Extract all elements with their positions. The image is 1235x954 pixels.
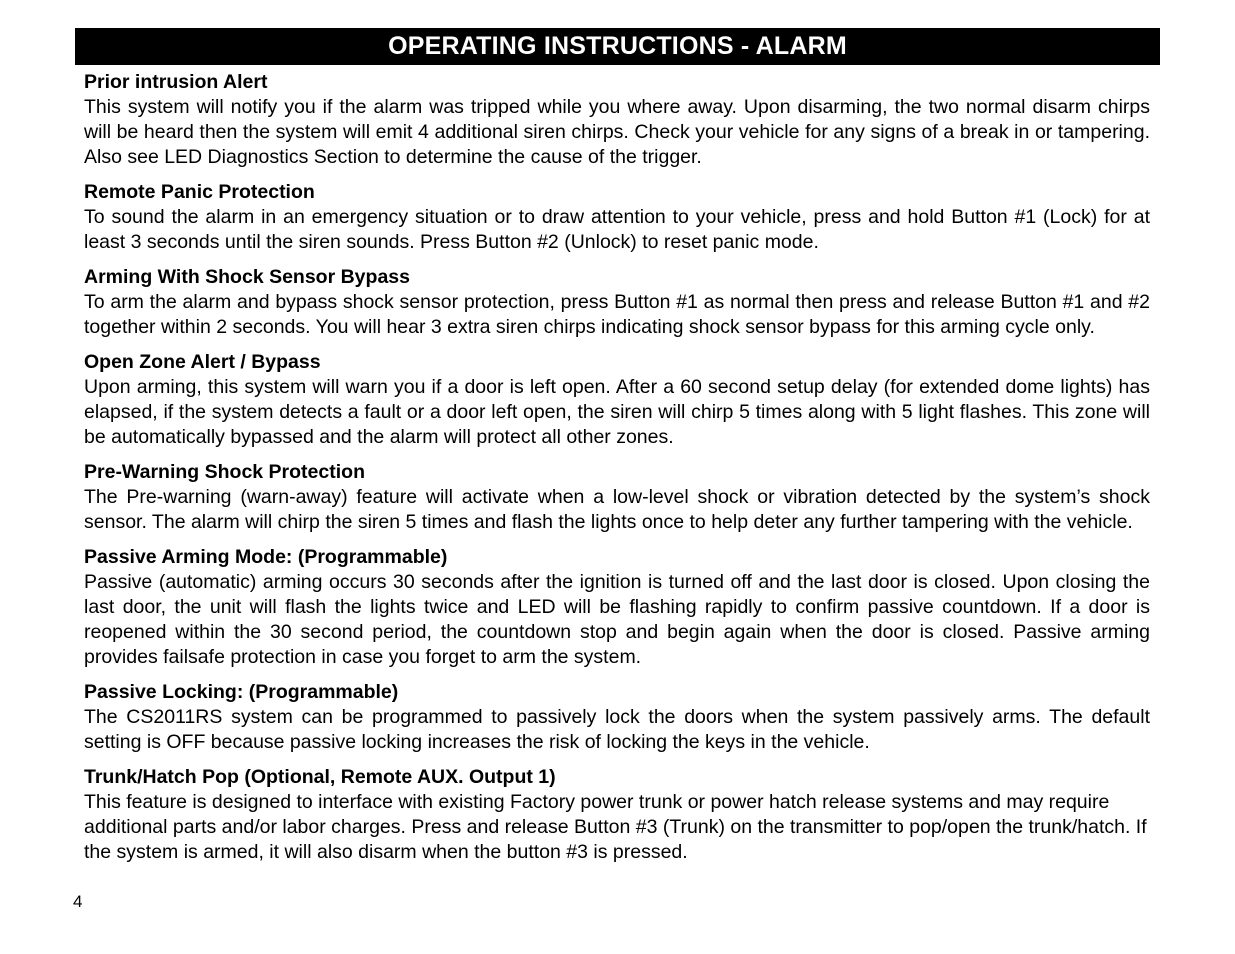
section-remote-panic-protection [84, 180, 1150, 255]
section-passive-arming-mode [84, 545, 1150, 670]
section-heading: Prior intrusion Alert [84, 71, 268, 93]
section-body: This feature is designed to interface with existing Factory power trunk or power hatch release systems and may require additional parts and/or labor charges. Press and release Button #3 (Trunk) on the transmitter to pop/open the trunk/hatch. If the system is armed, it will also disarm when the button #3 is pressed. [84, 791, 1147, 863]
section-body: The CS2011RS system can be programmed to passively lock the doors when the system passively arms. The default setting is OFF because passive locking increases the risk of locking the keys in the vehicle. [84, 706, 1150, 753]
section-body: Passive (automatic) arming occurs 30 seconds after the ignition is turned off and the last door is closed. Upon closing the last door, the unit will flash the lights twice and LED will be flashing rapidly to confirm passive countdown. If a door is reopened within the 30 second period, the countdown stop and begin again when the door is closed. Passive arming provides failsafe protection in case you forget to arm the system. [84, 571, 1150, 668]
page-number: 4 [73, 891, 130, 913]
section-body: To arm the alarm and bypass shock sensor protection, press Button #1 as normal then press and release Button #1 and #2 together within 2 seconds. You will hear 3 extra siren chirps indicating shock sensor bypass for this arming cycle only. [84, 291, 1150, 338]
section-heading: Passive Arming Mode: (Programmable) [84, 546, 448, 568]
section-heading: Arming With Shock Sensor Bypass [84, 266, 410, 288]
instructions-content [84, 70, 1150, 875]
section-heading: Remote Panic Protection [84, 181, 315, 203]
section-open-zone-alert [84, 350, 1150, 450]
section-pre-warning-shock-protection [84, 460, 1150, 535]
section-arming-shock-sensor-bypass [84, 265, 1150, 340]
section-trunk-hatch-pop [84, 765, 1150, 865]
section-heading: Trunk/Hatch Pop (Optional, Remote AUX. Output 1) [84, 766, 556, 788]
section-body: To sound the alarm in an emergency situation or to draw attention to your vehicle, press and hold Button #1 (Lock) for at least 3 seconds until the siren sounds. Press Button #2 (Unlock) to reset panic mode. [84, 206, 1150, 253]
title-bar [75, 28, 1160, 65]
section-heading: Passive Locking: (Programmable) [84, 681, 399, 703]
section-passive-locking [84, 680, 1150, 755]
section-heading: Open Zone Alert / Bypass [84, 351, 321, 373]
section-body: Upon arming, this system will warn you if a door is left open. After a 60 second setup delay (for extended dome lights) has elapsed, if the system detects a fault or a door left open, the siren will chirp 5 times along with 5 light flashes. This zone will be automatically bypassed and the alarm will protect all other zones. [84, 376, 1150, 448]
section-body: This system will notify you if the alarm was tripped while you where away. Upon disarming, the two normal disarm chirps will be heard then the system will emit 4 additional siren chirps. Check your vehicle for any signs of a break in or tampering. Also see LED Diagnostics Section to determine the cause of the trigger. [84, 96, 1150, 168]
section-prior-intrusion-alert [84, 70, 1150, 170]
section-heading: Pre-Warning Shock Protection [84, 461, 365, 483]
page-title: OPERATING INSTRUCTIONS - ALARM [388, 32, 847, 60]
section-body: The Pre-warning (warn-away) feature will activate when a low-level shock or vibration detected by the system’s shock sensor. The alarm will chirp the siren 5 times and flash the lights once to help deter any further tampering with the vehicle. [84, 486, 1150, 533]
